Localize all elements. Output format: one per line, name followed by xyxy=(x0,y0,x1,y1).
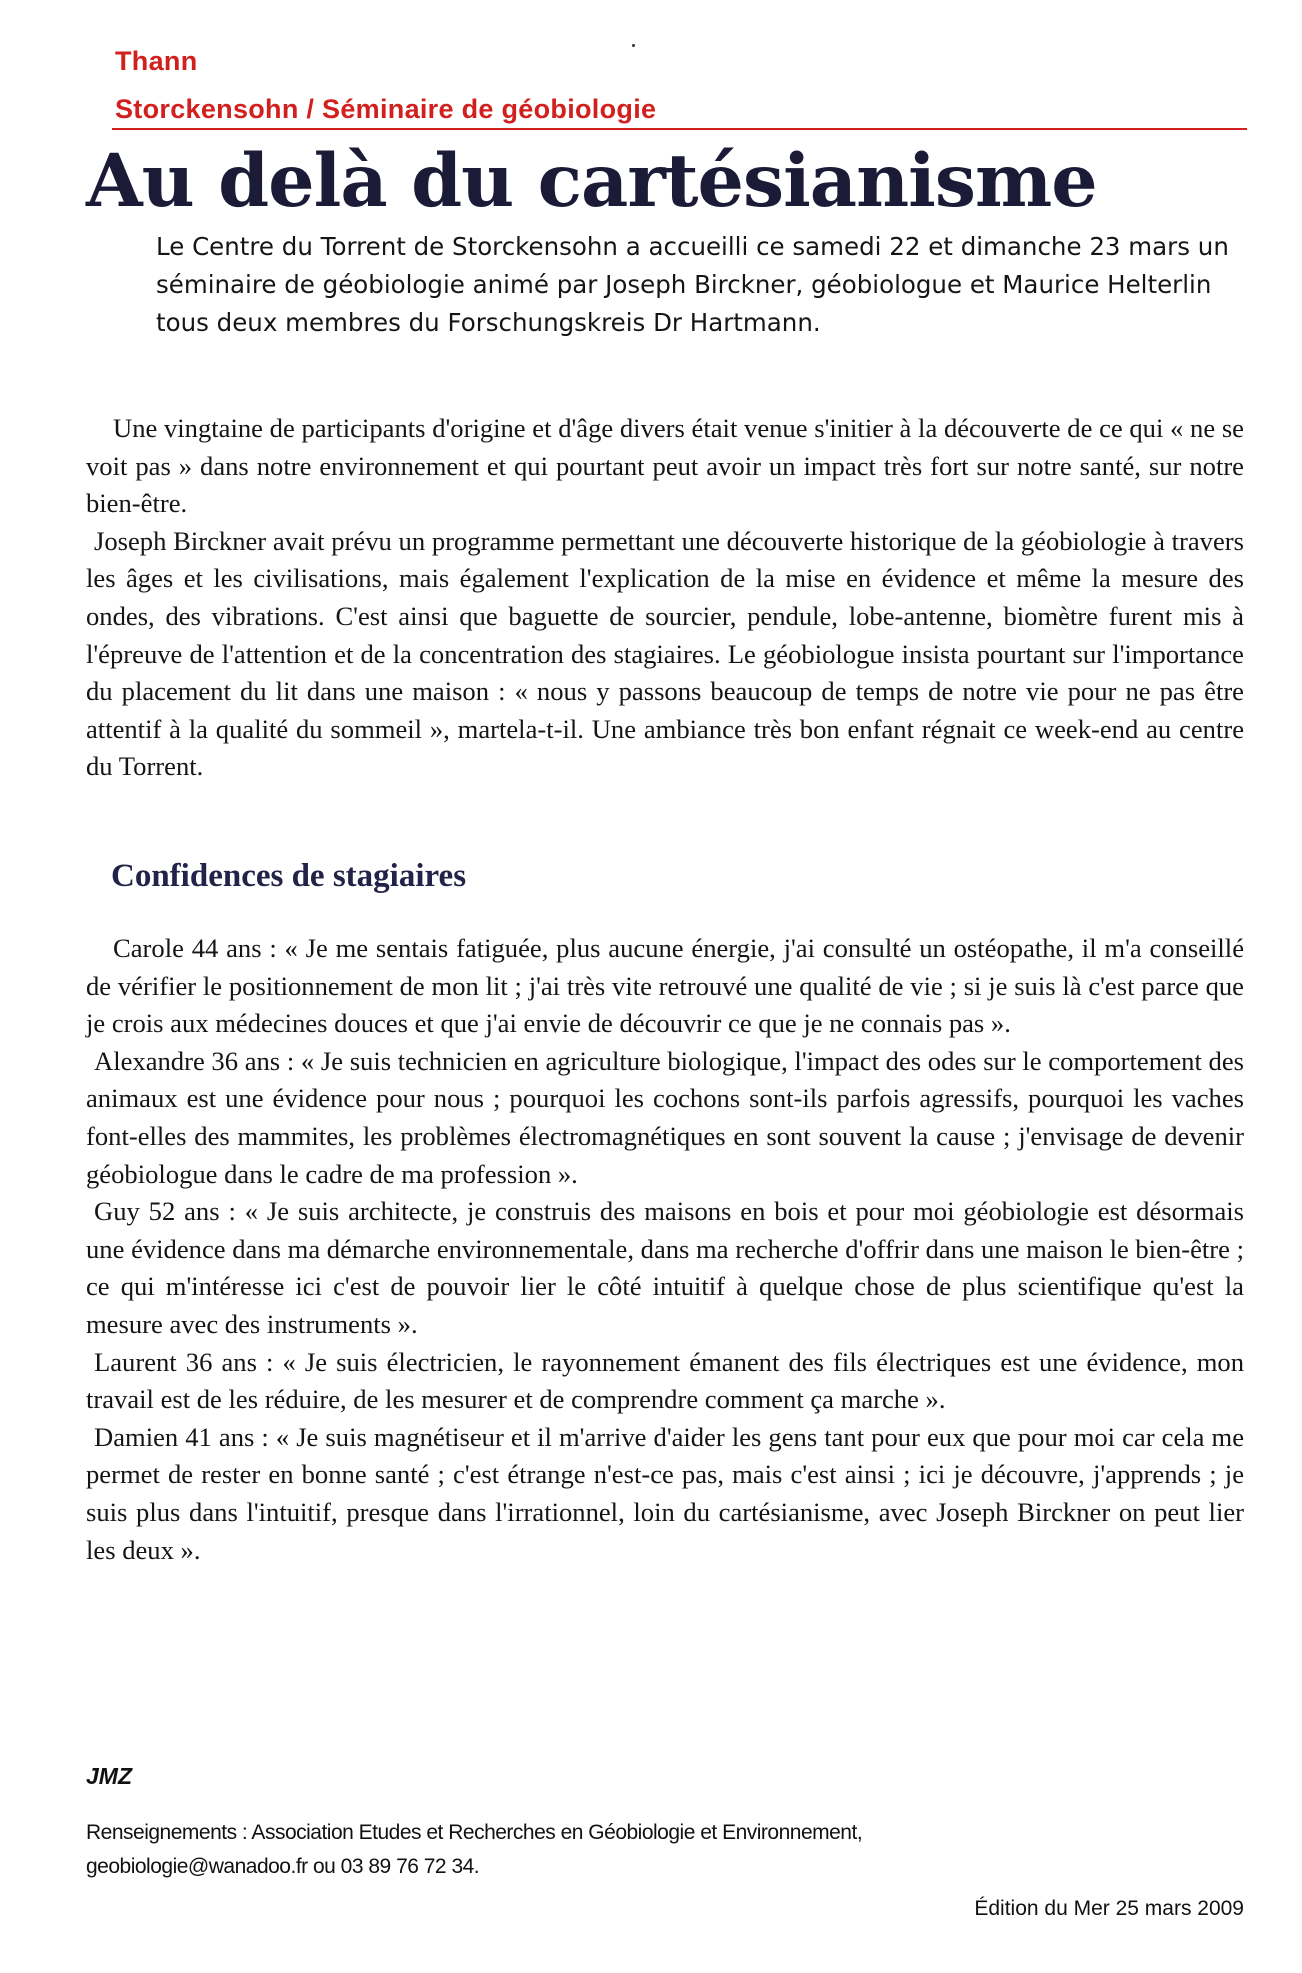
contact-info-line: geobiologie@wanadoo.fr ou 03 89 76 72 34. xyxy=(86,1855,480,1878)
header-divider xyxy=(112,128,1247,130)
testimonial-paragraph: Carole 44 ans : « Je me sentais fatiguée, plus aucune énergie, j'ai consulté un ostéopathe, il m'a conseillé de vérifier le positionnement de mon lit ; j'ai très vite retrouvé une qualité de vie ; si je suis là c'est parce que je crois aux médecines douces et que j'ai envie de découvrir ce que je ne connais pas ». xyxy=(86,933,1244,1039)
testimonials xyxy=(86,930,1244,1569)
intro-paragraph: Une vingtaine de participants d'origine et d'âge divers était venue s'initier à la découverte de ce qui « ne se voit pas » dans notre environnement et qui pourtant peut avoir un impact très fort sur notre santé, sur notre bien-être. xyxy=(86,413,1244,519)
article-title: Au delà du cartésianisme xyxy=(86,138,1097,224)
contact-info-line: Renseignements : Association Etudes et Recherches en Géobiologie et Environnement, xyxy=(86,1821,863,1844)
intro-paragraph: Joseph Birckner avait prévu un programme permettant une découverte historique de la géobiologie à travers les âges et les civilisations, mais également l'explication de la mise en évidence et même la mesure des ondes, des vibrations. C'est ainsi que baguette de sourcier, pendule, lobe-antenne, biomètre furent mis à l'épreuve de l'attention et de la concentration des stagiaires. Le géobiologue insista pourtant sur l'importance du placement du lit dans une maison : « nous y passons beaucoup de temps de notre vie pour ne pas être attentif à la qualité du sommeil », martela-t-il. Une ambiance très bon enfant régnait ce week-end au centre du Torrent. xyxy=(86,525,1244,782)
testimonial-paragraph: Damien 41 ans : « Je suis magnétiseur et il m'arrive d'aider les gens tant pour eux que pour moi car cela me permet de rester en bonne santé ; c'est étrange n'est-ce pas, mais c'est ainsi ; ici je découvre, j'apprends ; je suis plus dans l'intuitif, presque dans l'irrationnel, loin du cartésianisme, avec Joseph Birckner on peut lier les deux ». xyxy=(86,1421,1244,1565)
author-byline: JMZ xyxy=(86,1763,132,1789)
scan-speck xyxy=(632,44,635,47)
testimonial-paragraph: Guy 52 ans : « Je suis architecte, je construis des maisons en bois et pour moi géobiologie est désormais une évidence dans ma démarche environnementale, dans ma recherche d'offrir dans une maison le bien-être ; ce qui m'intéresse ici c'est de pouvoir lier le côté intuitif à quelque chose de plus scientifique qu'est la mesure avec des instruments ». xyxy=(86,1196,1244,1339)
topic-label: Storckensohn / Séminaire de géobiologie xyxy=(115,94,657,124)
edition-date: Édition du Mer 25 mars 2009 xyxy=(974,1897,1244,1920)
testimonial-paragraph: Alexandre 36 ans : « Je suis technicien en agriculture biologique, l'impact des odes sur le comportement des animaux est une évidence pour nous ; pourquoi les cochons sont-ils parfois agressifs, pourquoi les vaches font-elles des mammites, les problèmes électromagnétiques en sont souvent la cause ; j'envisage de devenir géobiologue dans le cadre de ma profession ». xyxy=(86,1045,1244,1189)
contact-info xyxy=(86,1816,862,1884)
article-intro xyxy=(86,410,1244,786)
article-lead: Le Centre du Torrent de Storckensohn a accueilli ce samedi 22 et dimanche 23 mars un séminaire de géobiologie animé par Joseph Birckner, géobiologue et Maurice Helterlin tous deux membres du Forschungskreis Dr Hartmann. xyxy=(156,232,1229,337)
section-label: Thann xyxy=(115,46,198,76)
subheading: Confidences de stagiaires xyxy=(111,858,467,894)
testimonial-paragraph: Laurent 36 ans : « Je suis électricien, le rayonnement émanent des fils électriques est une évidence, mon travail est de les réduire, de les mesurer et de comprendre comment ça marche ». xyxy=(86,1346,1244,1415)
